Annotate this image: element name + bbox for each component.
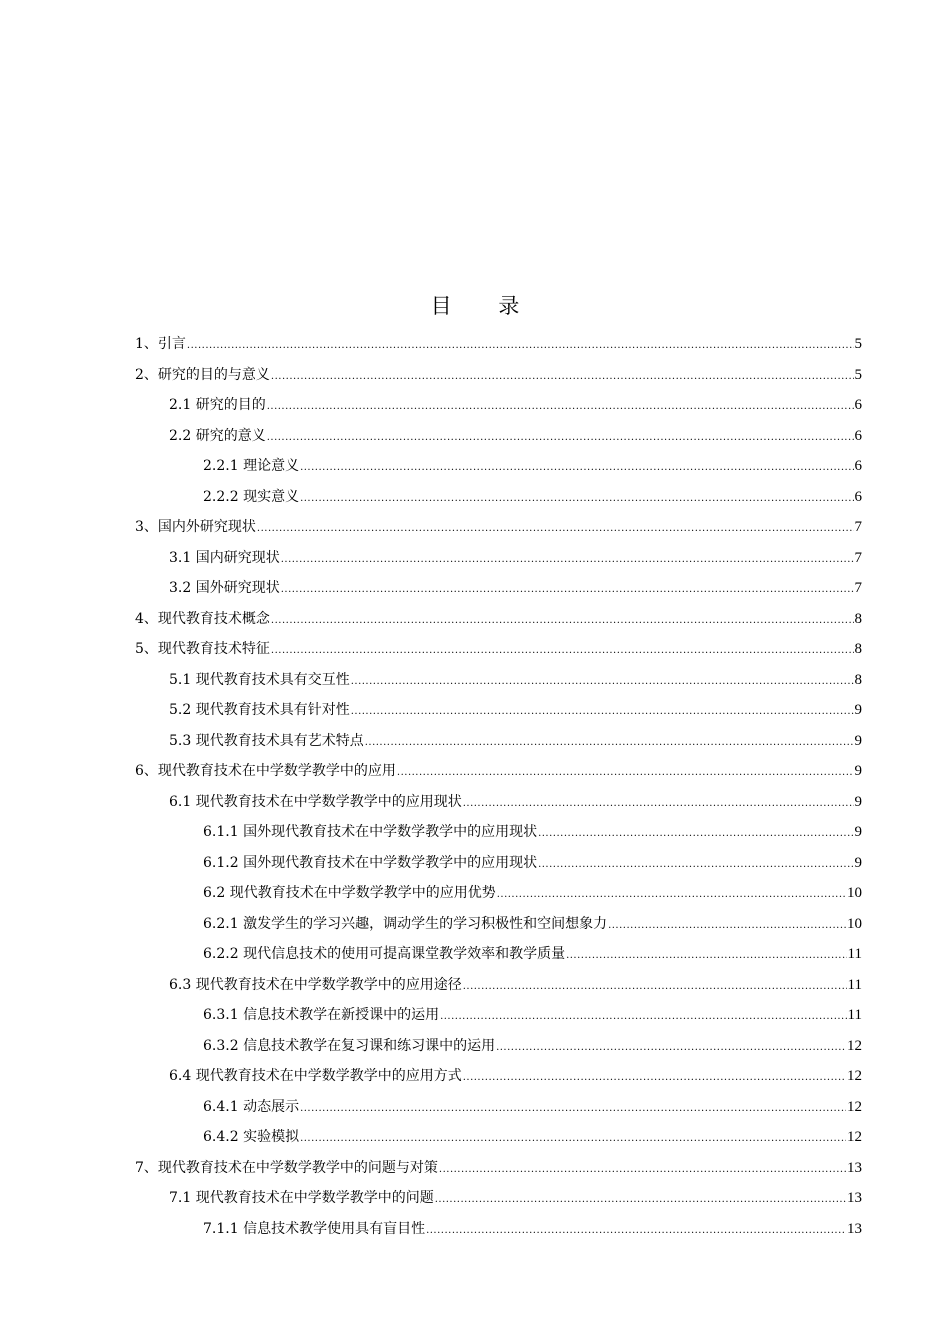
toc-page-number: 10 [847, 885, 862, 901]
toc-entry[interactable] [135, 1218, 862, 1249]
toc-entry-label: 5.3 现代教育技术具有艺术特点 [169, 732, 364, 749]
toc-entry-label: 4、现代教育技术概念 [135, 610, 270, 627]
toc-entry[interactable] [135, 638, 862, 669]
toc-page-number: 8 [854, 671, 862, 688]
toc-leader-dots [257, 518, 854, 540]
toc-page-number: 7 [854, 519, 862, 535]
toc-leader-dots [426, 1220, 846, 1242]
toc-entry-label: 6.4.1 动态展示 [203, 1098, 300, 1115]
toc-leader-dots [496, 1037, 846, 1059]
toc-leader-dots [300, 457, 853, 479]
toc-entry[interactable] [135, 791, 862, 822]
toc-page-number: 6 [854, 488, 862, 505]
toc-entry[interactable] [135, 760, 862, 791]
toc-leader-dots [187, 335, 854, 357]
toc-entry[interactable] [135, 913, 862, 944]
toc-entry-label: 7.1.1 信息技术教学使用具有盲目性 [203, 1220, 426, 1237]
toc-entry-label: 6.2.1 激发学生的学习兴趣，调动学生的学习积极性和空间想象力 [203, 915, 608, 932]
toc-entry-label: 3.2 国外研究现状 [169, 580, 280, 596]
toc-entry-label: 2.1 研究的目的 [169, 397, 266, 413]
toc-page-number: 7 [854, 580, 862, 596]
toc-entry-label: 6.1.2 国外现代教育技术在中学数学教学中的应用现状 [203, 854, 538, 871]
toc-leader-dots [267, 396, 854, 418]
toc-entry-label: 3、国内外研究现状 [135, 519, 256, 535]
toc-page-number: 8 [854, 610, 862, 627]
toc-entry[interactable] [135, 577, 862, 608]
toc-entry[interactable] [135, 821, 862, 852]
toc-page-number: 8 [854, 641, 862, 657]
toc-entry[interactable] [135, 455, 862, 486]
toc-entry[interactable] [135, 1035, 862, 1066]
toc-entry[interactable] [135, 943, 862, 974]
toc-leader-dots [538, 823, 853, 845]
toc-leader-dots [497, 884, 846, 906]
toc-entry[interactable] [135, 547, 862, 578]
toc-entry-label: 6.3.2 信息技术教学在复习课和练习课中的运用 [203, 1037, 496, 1054]
toc-entry-label: 6.1.1 国外现代教育技术在中学数学教学中的应用现状 [203, 824, 538, 840]
toc-page-number: 13 [847, 1159, 862, 1176]
toc-page-number: 13 [847, 1220, 862, 1237]
toc-page-number: 9 [854, 702, 862, 718]
toc-entry-label: 7、现代教育技术在中学数学教学中的问题与对策 [135, 1159, 438, 1176]
toc-page-number: 6 [854, 427, 862, 444]
toc-leader-dots [608, 915, 846, 937]
toc-leader-dots [397, 762, 854, 784]
toc-entry[interactable] [135, 516, 862, 547]
toc-page-number: 12 [847, 1068, 862, 1084]
toc-entry-label: 2、研究的目的与意义 [135, 366, 270, 383]
toc-leader-dots [365, 732, 854, 754]
toc-leader-dots [463, 793, 854, 815]
toc-leader-dots [271, 610, 854, 632]
toc-page-number: 13 [847, 1190, 862, 1206]
toc-leader-dots [271, 366, 854, 388]
toc-title: 目 录 [430, 294, 540, 318]
toc-leader-dots [300, 1128, 846, 1150]
toc-leader-dots [300, 1098, 846, 1120]
toc-page-number: 10 [847, 915, 862, 932]
toc-leader-dots [271, 640, 854, 662]
toc-leader-dots [463, 1067, 846, 1089]
toc-page-number: 11 [847, 976, 862, 993]
toc-page-number: 7 [854, 549, 862, 566]
toc-entry[interactable] [135, 669, 862, 700]
toc-leader-dots [566, 945, 846, 967]
toc-page-number: 12 [847, 1037, 862, 1054]
toc-leader-dots [267, 427, 854, 449]
toc-page-number: 5 [854, 366, 862, 383]
toc-page-number: 6 [854, 458, 862, 474]
toc-entry[interactable] [135, 1157, 862, 1188]
toc-entry-label: 3.1 国内研究现状 [169, 549, 280, 566]
toc-page-number: 11 [847, 1007, 862, 1023]
toc-entry[interactable] [135, 882, 862, 913]
toc-entry-label: 2.2.2 现实意义 [203, 488, 300, 505]
toc-leader-dots [440, 1006, 846, 1028]
toc-entry-label: 1、引言 [135, 336, 186, 352]
toc-page-number: 6 [854, 397, 862, 413]
toc-leader-dots [300, 488, 853, 510]
toc-entry[interactable] [135, 364, 862, 395]
toc-entry-label: 6.2 现代教育技术在中学数学教学中的应用优势 [203, 885, 496, 901]
toc-page-number: 9 [854, 793, 862, 810]
toc-entry-label: 6.1 现代教育技术在中学数学教学中的应用现状 [169, 793, 462, 810]
toc-entry[interactable] [135, 730, 862, 761]
toc-entry-label: 6、现代教育技术在中学数学教学中的应用 [135, 763, 396, 779]
toc-entry-label: 2.2 研究的意义 [169, 427, 266, 444]
toc-entry[interactable] [135, 1187, 862, 1218]
toc-entry[interactable] [135, 1065, 862, 1096]
toc-entry[interactable] [135, 974, 862, 1005]
toc-leader-dots [439, 1159, 846, 1181]
toc-entry-label: 6.2.2 现代信息技术的使用可提高课堂教学效率和教学质量 [203, 946, 566, 962]
toc-entry[interactable] [135, 425, 862, 456]
toc-page-number: 12 [847, 1129, 862, 1145]
toc-entry[interactable] [135, 699, 862, 730]
toc-entry[interactable] [135, 852, 862, 883]
toc-entry[interactable] [135, 486, 862, 517]
toc-entry[interactable] [135, 608, 862, 639]
toc-leader-dots [463, 976, 847, 998]
toc-page-number: 9 [854, 854, 862, 871]
toc-entry-label: 7.1 现代教育技术在中学数学教学中的问题 [169, 1190, 434, 1206]
toc-entry-label: 2.2.1 理论意义 [203, 458, 300, 474]
toc-entry-label: 6.4.2 实验模拟 [203, 1129, 300, 1145]
toc-leader-dots [281, 549, 854, 571]
toc-leader-dots [435, 1189, 846, 1211]
toc-page-number: 9 [854, 824, 862, 840]
toc-entry[interactable] [135, 1126, 862, 1157]
toc-leader-dots [281, 579, 854, 601]
toc-entry[interactable] [135, 1096, 862, 1127]
toc-entry-label: 6.4 现代教育技术在中学数学教学中的应用方式 [169, 1068, 462, 1084]
toc-entry-label: 6.3.1 信息技术教学在新授课中的运用 [203, 1007, 440, 1023]
toc-entry[interactable] [135, 333, 862, 364]
toc-entry[interactable] [135, 394, 862, 425]
toc-page-number: 12 [847, 1098, 862, 1115]
toc-leader-dots [538, 854, 853, 876]
toc-leader-dots [351, 671, 854, 693]
table-of-contents [135, 333, 862, 1248]
toc-page-number: 11 [847, 946, 862, 962]
toc-entry-label: 6.3 现代教育技术在中学数学教学中的应用途径 [169, 976, 462, 993]
toc-entry-label: 5、现代教育技术特征 [135, 641, 270, 657]
toc-page-number: 9 [854, 732, 862, 749]
toc-entry-label: 5.1 现代教育技术具有交互性 [169, 671, 350, 688]
toc-entry-label: 5.2 现代教育技术具有针对性 [169, 702, 350, 718]
toc-page-number: 5 [854, 336, 862, 352]
toc-leader-dots [351, 701, 854, 723]
toc-entry[interactable] [135, 1004, 862, 1035]
toc-page-number: 9 [854, 763, 862, 779]
